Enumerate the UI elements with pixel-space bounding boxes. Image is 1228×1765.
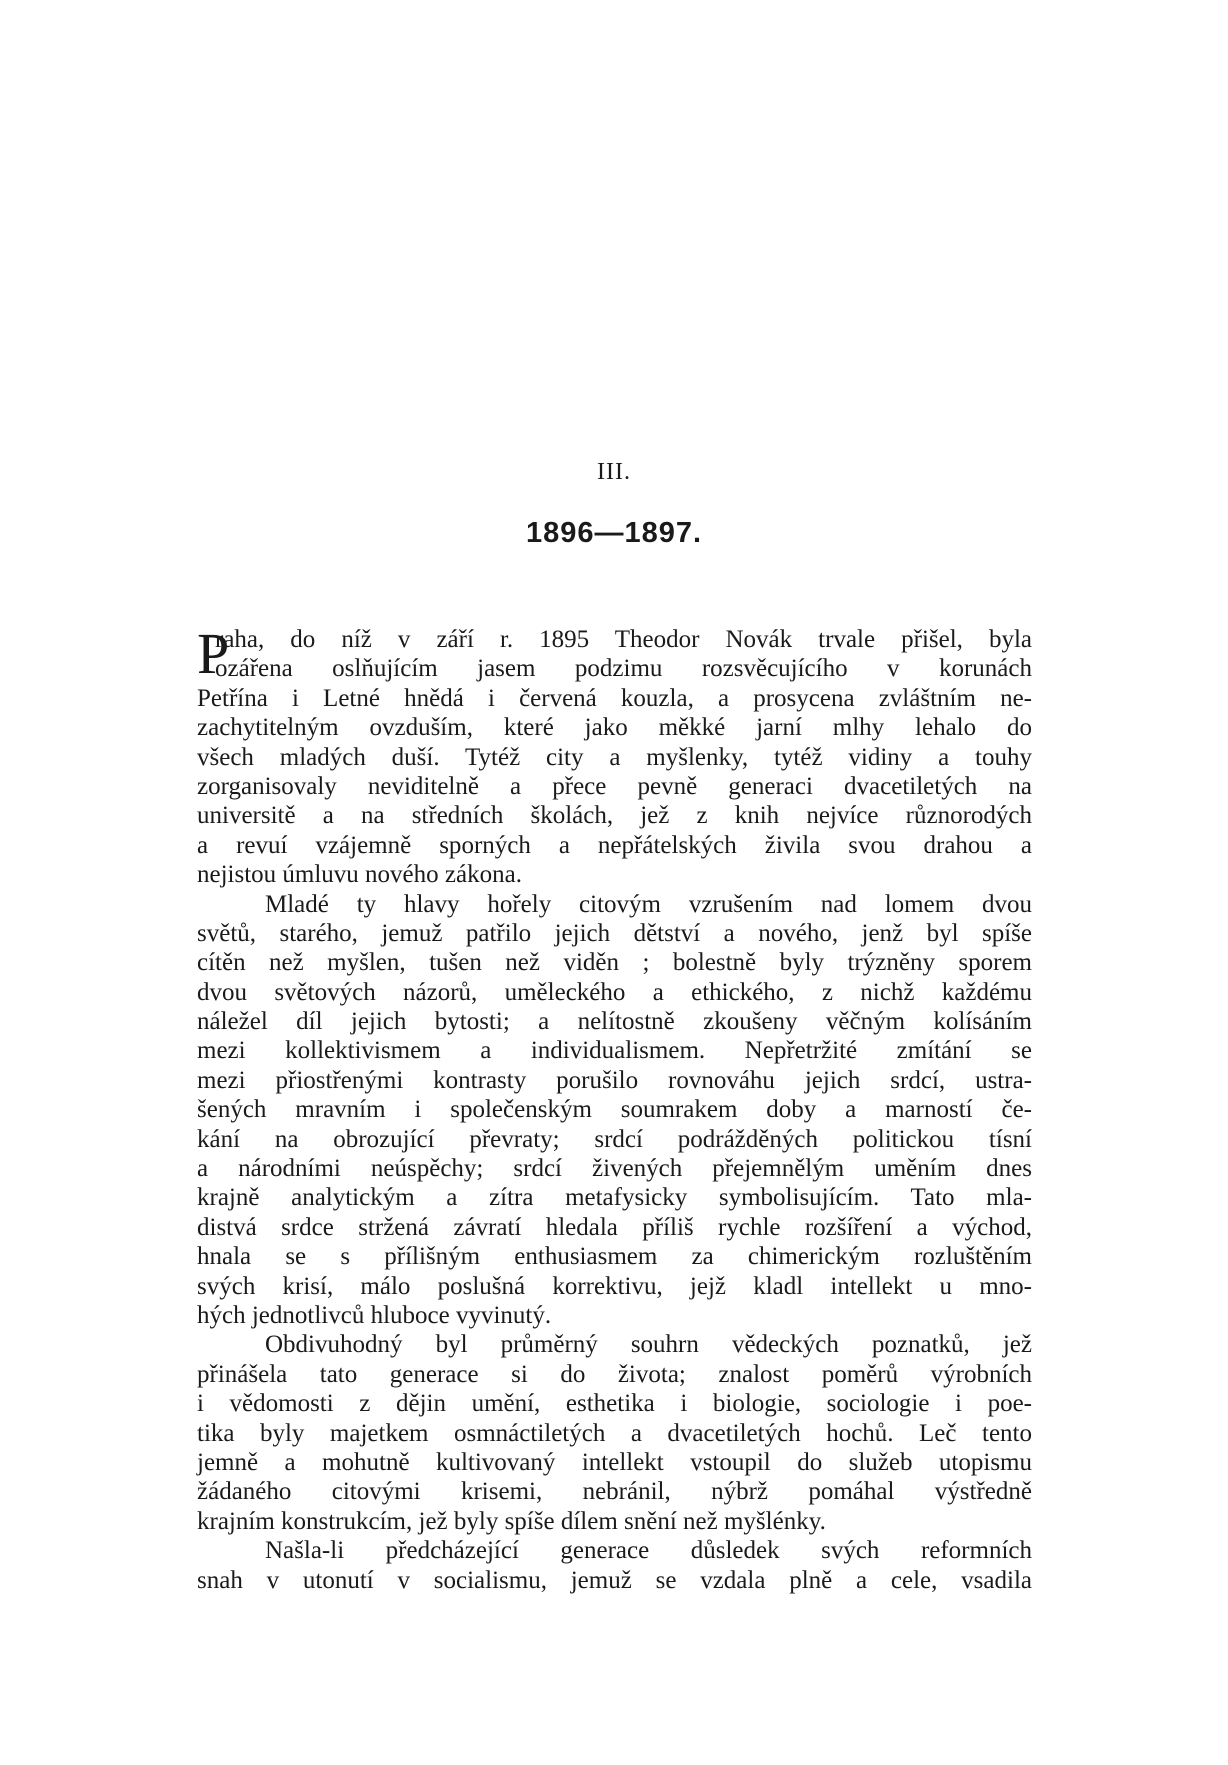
paragraph-line: žádaného citovými krisemi, nebránil, nýbrž pomáhal výstředně <box>197 1478 1032 1506</box>
paragraph-line: všech mladých duší. Tytéž city a myšlenky, tytéž vidiny a touhy <box>197 743 1032 771</box>
paragraph-line: svých krisí, málo poslušná korrektivu, jejž kladl intellekt u mno- <box>197 1272 1032 1300</box>
paragraph-line: jemně a mohutně kultivovaný intellekt vstoupil do služeb utopismu <box>197 1448 1032 1476</box>
paragraph-line: i vědomosti z dějin umění, esthetika i biologie, sociologie i poe- <box>197 1390 1032 1418</box>
paragraph-line: zorganisovaly neviditelně a přece pevně generaci dvacetiletých na <box>197 772 1032 800</box>
paragraph-line: ozářena oslňujícím jasem podzimu rozsvěcujícího v korunách <box>215 655 1032 683</box>
paragraph-line: universitě a na středních školách, jež z knih nejvíce různorodých <box>197 802 1032 830</box>
drop-cap: P <box>197 621 230 686</box>
paragraph-line: Mladé ty hlavy hořely citovým vzrušením nad lomem dvou <box>265 890 1032 918</box>
paragraph-line: cítěn než myšlen, tušen než viděn ; bolestně byly trýzněny sporem <box>197 949 1032 977</box>
paragraph-line: šených mravním i společenským soumrakem doby a marností če- <box>197 1096 1032 1124</box>
paragraph-line: hých jednotlivců hluboce vyvinutý. <box>197 1301 552 1329</box>
paragraph-line: mezi kollektivismem a individualismem. Nepřetržité zmítání se <box>197 1037 1032 1065</box>
paragraph-line: kání na obrozující převraty; srdcí podrážděných politickou tísní <box>197 1125 1032 1153</box>
paragraph-line: světů, starého, jemuž patřilo jejich dětství a nového, jenž byl spíše <box>197 919 1032 947</box>
chapter-number: III. <box>597 459 631 485</box>
paragraph-1 <box>197 621 1032 890</box>
paragraph-2 <box>197 890 1032 1331</box>
paragraph-line: a revuí vzájemně sporných a nepřátelských živila svou drahou a <box>197 831 1032 859</box>
body-text <box>197 621 1032 1595</box>
paragraph-line: tika byly majetkem osmnáctiletých a dvacetiletých hochů. Leč tento <box>197 1419 1032 1447</box>
paragraph-line: náležel díl jejich bytosti; a nelítostně zkoušeny věčným kolísáním <box>197 1008 1032 1036</box>
paragraph-line: krajně analytickým a zítra metafysicky symbolisujícím. Tato mla- <box>197 1184 1032 1212</box>
paragraph-line: raha, do níž v září r. 1895 Theodor Novák trvale přišel, byla <box>215 626 1032 653</box>
paragraph-3 <box>197 1330 1032 1536</box>
paragraph-line: nejistou úmluvu nového zákona. <box>197 861 522 889</box>
paragraph-line: zachytitelným ovzduším, které jako měkké jarní mlhy lehalo do <box>197 714 1032 742</box>
paragraph-4 <box>197 1536 1032 1595</box>
paragraph-line: Petřína i Letné hnědá i červená kouzla, a prosycena zvláštním ne- <box>197 684 1032 712</box>
paragraph-line: krajním konstrukcím, jež byly spíše dílem snění než myšlénky. <box>197 1507 826 1535</box>
paragraph-line: přinášela tato generace si do života; znalost poměrů výrobních <box>197 1360 1032 1388</box>
paragraph-line: dvou světových názorů, uměleckého a ethického, z nichž každému <box>197 978 1032 1006</box>
paragraph-line: a národními neúspěchy; srdcí živených přejemnělým uměním dnes <box>197 1155 1032 1183</box>
paragraph-line: Obdivuhodný byl průměrný souhrn vědeckých poznatků, jež <box>265 1331 1032 1359</box>
paragraph-line: Našla-li předcházející generace důsledek svých reformních <box>265 1537 1032 1565</box>
paragraph-line: snah v utonutí v socialismu, jemuž se vzdala plně a cele, vsadila <box>197 1566 1032 1594</box>
chapter-years: 1896—1897. <box>525 517 703 549</box>
paragraph-line: hnala se s přílišným enthusiasmem za chimerickým rozluštěním <box>197 1243 1032 1271</box>
paragraph-line: mezi přiostřenými kontrasty porušilo rovnováhu jejich srdcí, ustra- <box>197 1066 1032 1094</box>
paragraph-line: distvá srdce stržená závratí hledala příliš rychle rozšíření a východ, <box>197 1213 1032 1241</box>
